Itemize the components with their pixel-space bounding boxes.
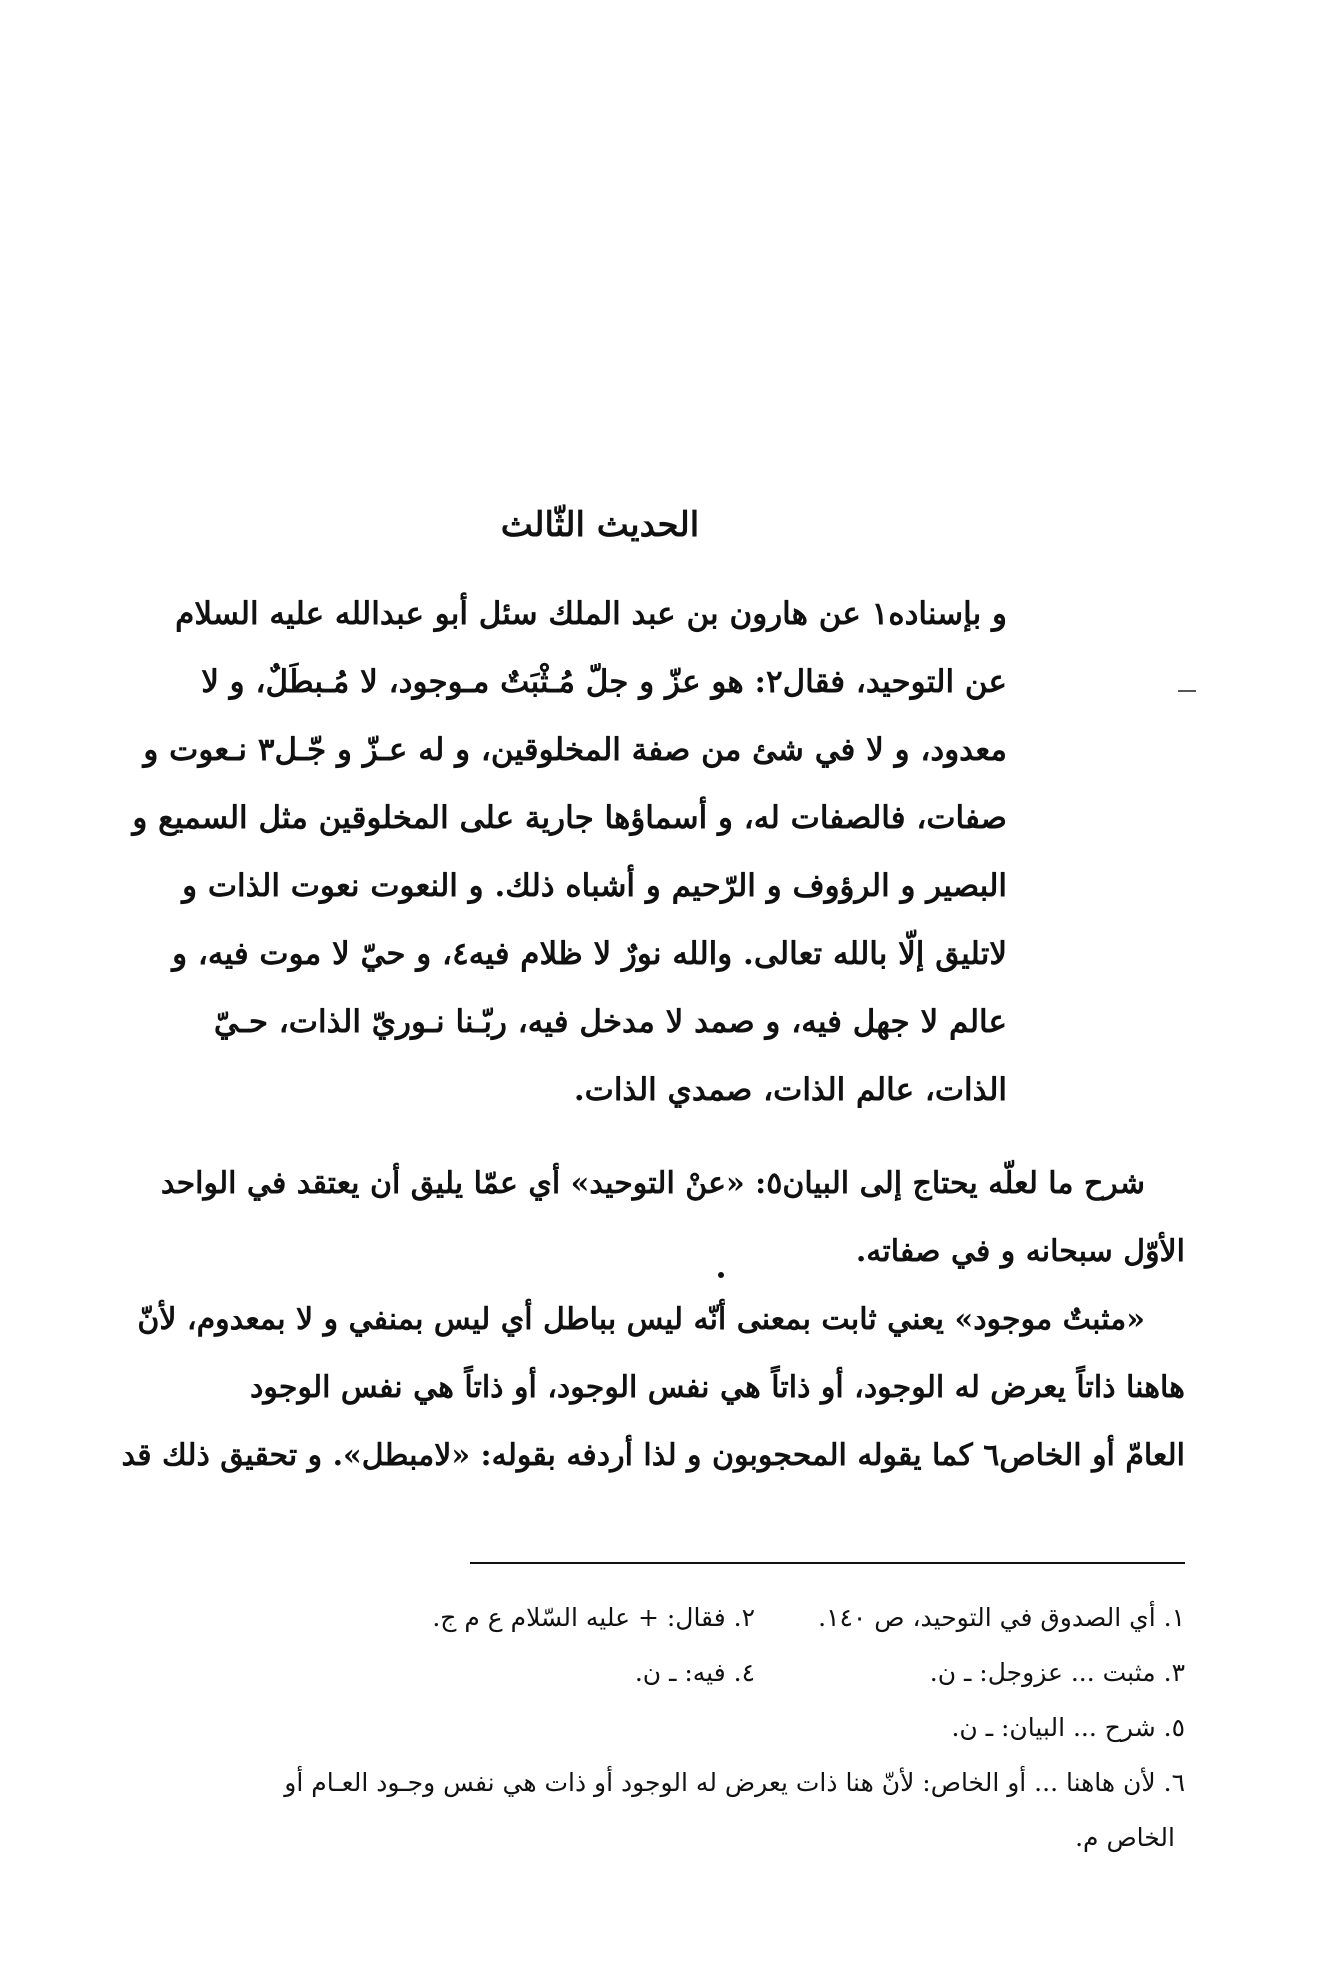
commentary-line: هاهنا ذاتاً يعرض له الوجود، أو ذاتاً هي نفس الوجود، أو ذاتاً هي نفس الوجود: [250, 1370, 1185, 1405]
commentary-line: شرح ما لعلّه يحتاج إلى البيان٥: «عنْ التوحيد» أي عمّا يليق أن يعتقد في الواحد: [160, 1166, 1145, 1201]
hadith-line: البصير و الرؤوف و الرّحيم و أشباه ذلك. و النعوت نعوت الذات و: [182, 868, 1007, 904]
footnotes: [130, 1590, 1185, 1865]
commentary-line: «مثبتٌ موجود» يعني ثابت بمعنى أنّه ليس بباطل أي ليس بمنفي و لا بمعدوم، لأنّ: [137, 1302, 1145, 1337]
hadith-text: [125, 580, 1007, 1124]
hadith-line: الذات، عالم الذات، صمدي الذات.: [573, 1072, 1007, 1108]
stray-dot: [718, 1272, 724, 1278]
footnote-6: ٦. لأن هاهنا ... أو الخاص: لأنّ هنا ذات يعرض له الوجود أو ذات هي نفس وجـود العـام أو: [284, 1768, 1185, 1797]
footnote-rule: [470, 1562, 1185, 1564]
hadith-line: لاتليق إلّا بالله تعالى. والله نورٌ لا ظلام فيه٤، و حيّ لا موت فيه، و: [172, 936, 1007, 972]
commentary-line: العامّ أو الخاص٦ كما يقوله المحجوبون و لذا أردفه بقوله: «لامبطل». و تحقيق ذلك قد: [121, 1438, 1185, 1473]
hadith-line: عالم لا جهل فيه، و صمد لا مدخل فيه، ربّـنا نـوريّ الذات، حـيّ: [213, 1004, 1007, 1040]
footnote-row: [130, 1590, 1185, 1645]
footnote-3: ٣. مثبت ... عزوجل: ـ ن.: [929, 1658, 1185, 1687]
section-heading: الحديث الثّالث: [500, 505, 700, 545]
hadith-line: صفات، فالصفات له، و أسماؤها جارية على المخلوقين مثل السميع و: [132, 800, 1007, 836]
footnote-6-continuation: الخاص م.: [1075, 1823, 1175, 1852]
footnote-5: ٥. شرح ... البيان: ـ ن.: [951, 1713, 1185, 1742]
footnote-2: ٢. فقال: + عليه السّلام ع م ج.: [432, 1603, 755, 1632]
margin-mark: [1178, 690, 1196, 692]
commentary-line: الأوّل سبحانه و في صفاته.: [855, 1234, 1185, 1269]
footnote-4: ٤. فيه: ـ ن.: [634, 1658, 755, 1687]
hadith-line: و بإسناده١ عن هارون بن عبد الملك سئل أبو عبدالله عليه السلام: [175, 596, 1007, 632]
hadith-line: عن التوحيد، فقال٢: هو عزّ و جلّ مُـثْبَتٌ مـوجود، لا مُـبطَلٌ، و لا: [201, 664, 1007, 700]
commentary-text: [121, 1150, 1185, 1490]
footnote-row: [130, 1645, 1185, 1700]
hadith-line: معدود، و لا في شئ من صفة المخلوقين، و له عـزّ و جّـل٣ نـعوت و: [143, 732, 1007, 768]
footnote-1: ١. أي الصدوق في التوحيد، ص ١٤٠.: [818, 1603, 1185, 1632]
